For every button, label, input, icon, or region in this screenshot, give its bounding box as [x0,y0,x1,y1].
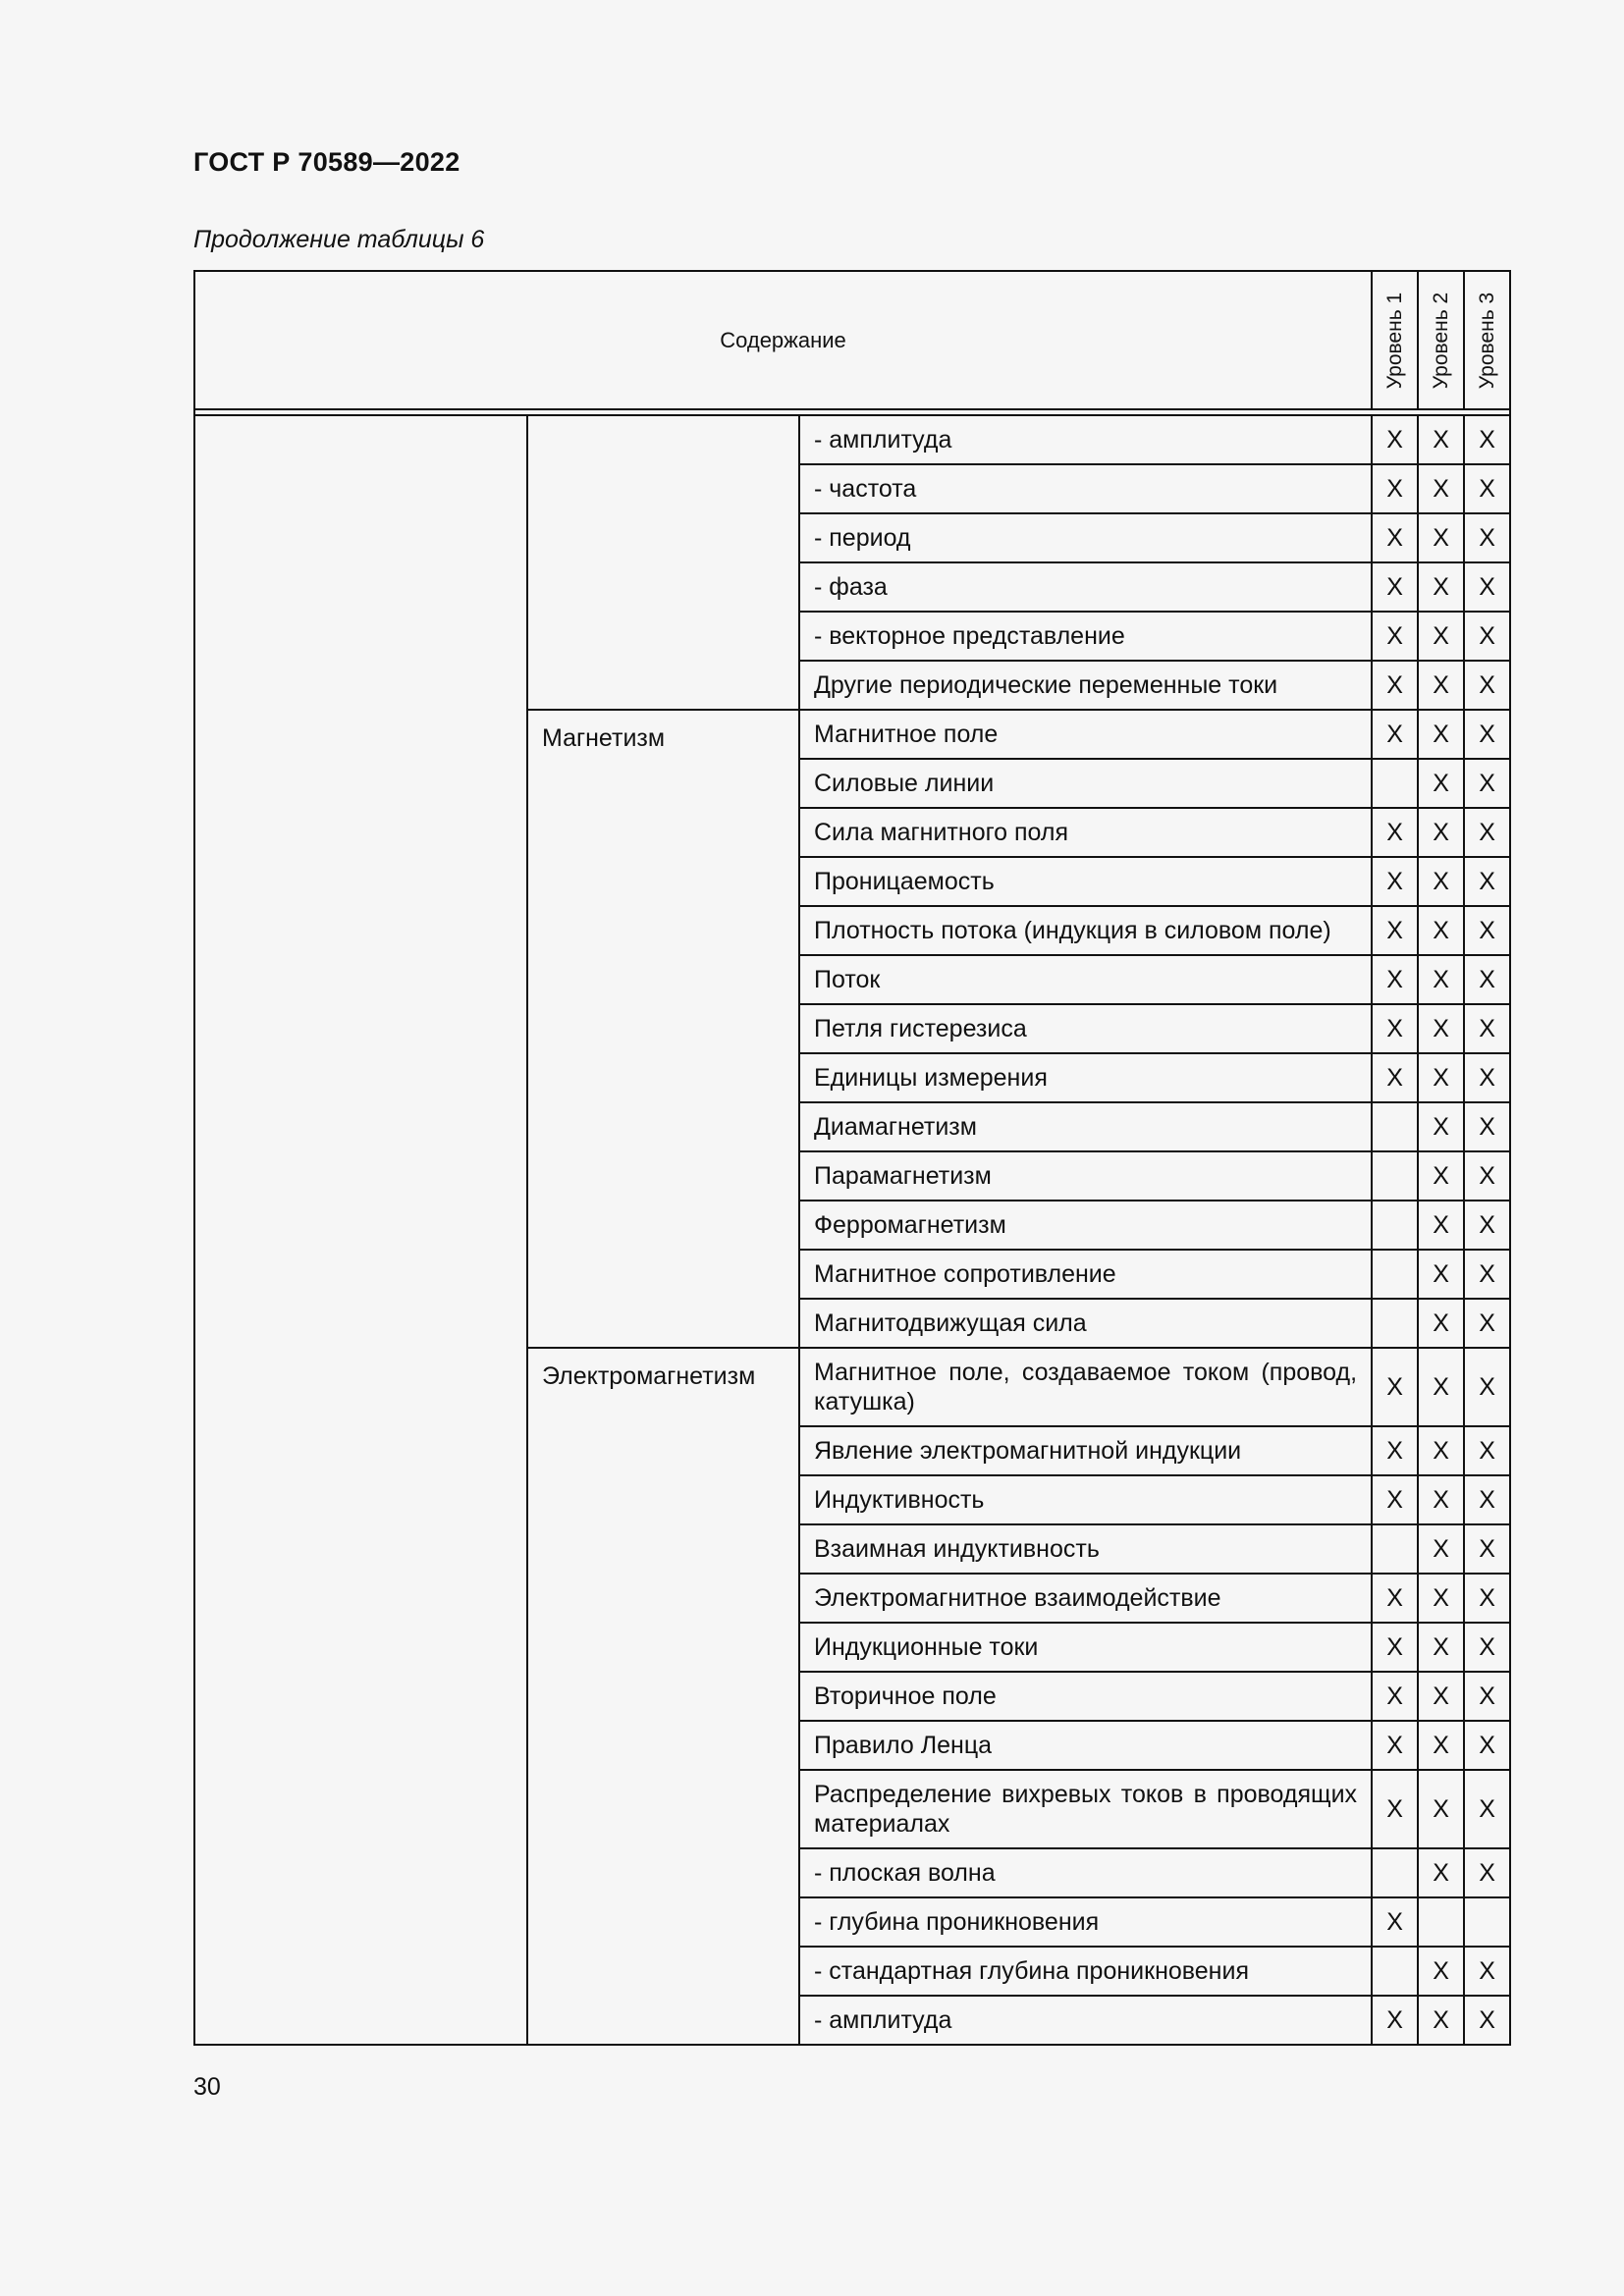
header-row [194,271,1510,409]
topic-cell: Электромагнетизм [527,1348,799,2045]
level-2-mark: X [1418,661,1464,710]
level-2-mark: X [1418,1348,1464,1426]
table-caption: Продолжение таблицы 6 [193,226,485,253]
topic-cell [527,415,799,710]
level-1-mark: X [1372,661,1418,710]
level-1-mark: X [1372,857,1418,906]
level-2-mark: X [1418,1250,1464,1299]
item-cell: Индуктивность [799,1475,1372,1524]
level-2-mark: X [1418,1004,1464,1053]
item-cell: Единицы измерения [799,1053,1372,1102]
level-3-mark: X [1464,1721,1510,1770]
level-2-mark: X [1418,1623,1464,1672]
level-1-mark: X [1372,808,1418,857]
level-2-mark: X [1418,1672,1464,1721]
level-2-mark: X [1418,562,1464,612]
level-1-mark [1372,1848,1418,1897]
level-2-mark: X [1418,1524,1464,1574]
level-3-mark: X [1464,1053,1510,1102]
item-cell: - плоская волна [799,1848,1372,1897]
item-cell: - фаза [799,562,1372,612]
level-1-mark: X [1372,1574,1418,1623]
level-3-mark: X [1464,1475,1510,1524]
level-1-mark: X [1372,1721,1418,1770]
item-cell: Электромагнитное взаимодействие [799,1574,1372,1623]
level-1-mark: X [1372,612,1418,661]
item-cell: Силовые линии [799,759,1372,808]
level-3-mark: X [1464,513,1510,562]
level-3-mark: X [1464,612,1510,661]
level-1-mark: X [1372,1348,1418,1426]
level-1-mark: X [1372,513,1418,562]
level-3-mark: X [1464,1004,1510,1053]
document-id: ГОСТ Р 70589—2022 [193,147,460,177]
item-cell: Плотность потока (индукция в силовом поле) [799,906,1372,955]
level-3-mark: X [1464,562,1510,612]
level-1-mark [1372,1102,1418,1151]
item-cell: Парамагнетизм [799,1151,1372,1201]
level-1-mark: X [1372,1426,1418,1475]
level-2-mark: X [1418,955,1464,1004]
level-2-mark: X [1418,1151,1464,1201]
item-cell: Диамагнетизм [799,1102,1372,1151]
level-2-mark: X [1418,415,1464,464]
level-3-mark: X [1464,1770,1510,1848]
item-cell: Ферромагнетизм [799,1201,1372,1250]
level-1-mark: X [1372,562,1418,612]
item-cell: Распределение вихревых токов в проводящих материалах [799,1770,1372,1848]
item-cell: Явление электромагнитной индукции [799,1426,1372,1475]
level-2-mark: X [1418,1201,1464,1250]
level-2-mark: X [1418,857,1464,906]
level-3-mark: X [1464,759,1510,808]
item-cell: Поток [799,955,1372,1004]
item-cell: Другие периодические переменные токи [799,661,1372,710]
item-cell: - глубина проникновения [799,1897,1372,1947]
item-cell: - период [799,513,1372,562]
item-cell: Петля гистерезиса [799,1004,1372,1053]
level-2-mark: X [1418,464,1464,513]
level-3-mark: X [1464,1996,1510,2045]
header-level-2: Уровень 2 [1418,271,1464,409]
level-3-mark: X [1464,1426,1510,1475]
level-2-mark: X [1418,1996,1464,2045]
level-1-mark: X [1372,1475,1418,1524]
level-1-mark [1372,759,1418,808]
item-cell: Сила магнитного поля [799,808,1372,857]
level-1-mark: X [1372,1004,1418,1053]
level-2-mark [1418,1897,1464,1947]
level-1-mark: X [1372,415,1418,464]
item-cell: Магнитодвижущая сила [799,1299,1372,1348]
level-1-mark: X [1372,710,1418,759]
level-1-mark: X [1372,1996,1418,2045]
level-3-mark: X [1464,1524,1510,1574]
level-3-mark: X [1464,1102,1510,1151]
level-3-mark: X [1464,1250,1510,1299]
level-3-mark: X [1464,661,1510,710]
level-1-mark [1372,1250,1418,1299]
level-1-mark: X [1372,906,1418,955]
item-cell: - векторное представление [799,612,1372,661]
level-1-mark [1372,1151,1418,1201]
header-level-3: Уровень 3 [1464,271,1510,409]
item-cell: - стандартная глубина проникновения [799,1947,1372,1996]
level-1-mark: X [1372,1770,1418,1848]
level-2-mark: X [1418,710,1464,759]
level-3-mark: X [1464,1672,1510,1721]
topic-cell: Магнетизм [527,710,799,1348]
level-1-mark: X [1372,1672,1418,1721]
level-1-mark: X [1372,955,1418,1004]
section-cell [194,415,527,2045]
level-2-mark: X [1418,906,1464,955]
item-cell: Правило Ленца [799,1721,1372,1770]
level-3-mark: X [1464,1574,1510,1623]
level-2-mark: X [1418,1947,1464,1996]
level-1-mark [1372,1524,1418,1574]
item-cell: Магнитное сопротивление [799,1250,1372,1299]
level-3-mark: X [1464,1348,1510,1426]
level-2-mark: X [1418,612,1464,661]
level-2-mark: X [1418,1574,1464,1623]
header-content: Содержание [194,271,1372,409]
level-2-mark: X [1418,1102,1464,1151]
level-3-mark: X [1464,1623,1510,1672]
item-cell: Взаимная индуктивность [799,1524,1372,1574]
level-3-mark: X [1464,464,1510,513]
level-3-mark: X [1464,415,1510,464]
item-cell: - частота [799,464,1372,513]
level-3-mark: X [1464,1299,1510,1348]
level-2-mark: X [1418,1426,1464,1475]
item-cell: Магнитное поле, создаваемое током (провод, катушка) [799,1348,1372,1426]
level-3-mark: X [1464,1151,1510,1201]
table-row [194,415,1510,464]
level-1-mark [1372,1201,1418,1250]
level-1-mark: X [1372,464,1418,513]
item-cell: Вторичное поле [799,1672,1372,1721]
level-2-mark: X [1418,1721,1464,1770]
item-cell: Магнитное поле [799,710,1372,759]
header-level-1: Уровень 1 [1372,271,1418,409]
level-3-mark: X [1464,1848,1510,1897]
level-1-mark: X [1372,1623,1418,1672]
item-cell: - амплитуда [799,415,1372,464]
level-3-mark: X [1464,1947,1510,1996]
level-1-mark [1372,1947,1418,1996]
level-2-mark: X [1418,1475,1464,1524]
level-3-mark: X [1464,857,1510,906]
level-2-mark: X [1418,513,1464,562]
level-2-mark: X [1418,1770,1464,1848]
level-3-mark: X [1464,710,1510,759]
level-2-mark: X [1418,808,1464,857]
item-cell: - амплитуда [799,1996,1372,2045]
level-2-mark: X [1418,1053,1464,1102]
level-3-mark: X [1464,955,1510,1004]
level-3-mark: X [1464,808,1510,857]
level-3-mark: X [1464,1201,1510,1250]
level-2-mark: X [1418,1848,1464,1897]
level-2-mark: X [1418,759,1464,808]
table-body [194,415,1510,2045]
level-1-mark: X [1372,1897,1418,1947]
level-1-mark [1372,1299,1418,1348]
page-number: 30 [193,2073,221,2101]
level-3-mark [1464,1897,1510,1947]
item-cell: Индукционные токи [799,1623,1372,1672]
level-1-mark: X [1372,1053,1418,1102]
level-3-mark: X [1464,906,1510,955]
item-cell: Проницаемость [799,857,1372,906]
level-2-mark: X [1418,1299,1464,1348]
content-table [193,270,1511,2046]
